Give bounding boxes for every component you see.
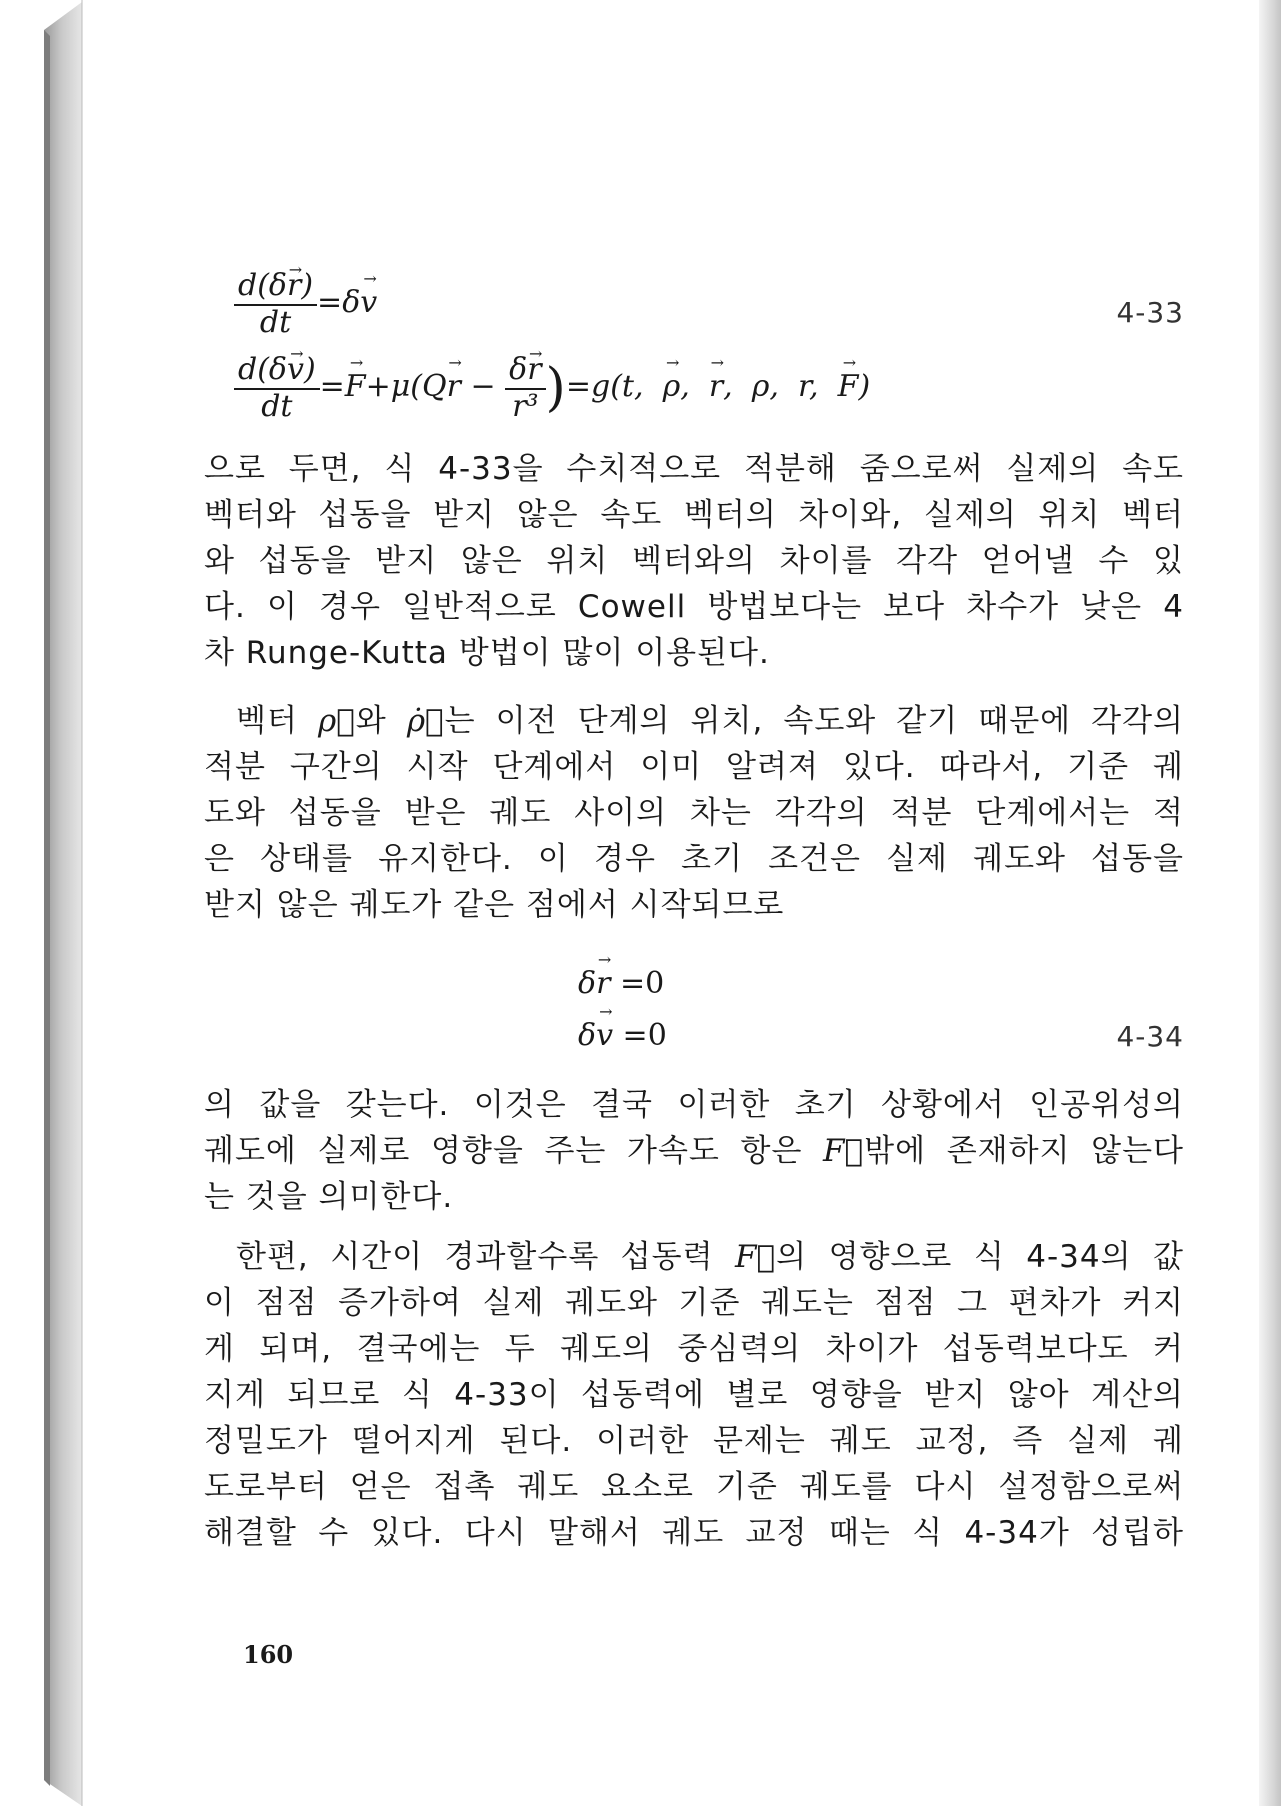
text-line: 은 상태를 유지한다. 이 경우 초기 조건은 실제 궤도와 섭동을 — [204, 841, 1184, 877]
text-line: 한편, 시간이 경과할수록 섭동력 F⃗의 영향으로 식 4-34의 값 — [236, 1239, 1184, 1275]
page-number: 160 — [243, 1640, 294, 1669]
equation-number: 4-34 — [1116, 1020, 1184, 1053]
text-line: 도로부터 얻은 접촉 궤도 요소로 기준 궤도를 다시 설정함으로써 — [204, 1469, 1184, 1505]
equation-4-34-line-1: δr → =0 — [578, 966, 664, 1001]
text-line: 벡터 ρ⃗와 ρ̇⃗는 이전 단계의 위치, 속도와 같기 때문에 각각의 — [236, 703, 1184, 739]
force-vector: F⃗ — [823, 1133, 865, 1169]
text-line: 이 점점 증가하여 실제 궤도와 기준 궤도는 점점 그 편차가 커지 — [204, 1285, 1184, 1321]
text-line: 와 섭동을 받지 않은 위치 벡터와의 차이를 각각 얻어낼 수 있 — [204, 543, 1184, 579]
paragraph-4 — [204, 1234, 1184, 1556]
text-line: 궤도에 실제로 영향을 주는 가속도 항은 F⃗밖에 존재하지 않는다 — [204, 1133, 1184, 1169]
text-line: 벡터와 섭동을 받지 않은 속도 벡터의 차이와, 실제의 위치 벡터 — [204, 497, 1184, 533]
text-line: 는 것을 의미한다. — [204, 1179, 454, 1215]
text-line: 지게 되므로 식 4-33이 섭동력에 별로 영향을 받지 않아 계산의 — [204, 1377, 1184, 1413]
equation-4-33-line-2: $\frac{d(\delta v \to)}{dt}$ =F →+μ(Qr → − $\frac{\delta r \to}{\text{r³}}$ )=g(t, ρ →, r →, ρ, r, F →) — [234, 352, 870, 424]
paragraph-2 — [204, 698, 1184, 928]
rho-vector: ρ⃗ — [317, 703, 356, 739]
text-line: 으로 두면, 식 4-33을 수치적으로 적분해 줌으로써 실제의 속도 — [204, 451, 1184, 487]
fraction: $\frac{d(\delta r \to)}{dt}$ — [234, 268, 317, 340]
text-line: 도와 섭동을 받은 궤도 사이의 차는 각각의 적분 단계에서는 적 — [204, 795, 1184, 831]
book-page — [84, 0, 1259, 1806]
text-line: 차 Runge-Kutta 방법이 많이 이용된다. — [204, 635, 770, 671]
equation-4-34-line-2: δv → =0 — [578, 1018, 667, 1053]
page-edge — [1259, 0, 1281, 1806]
rho-dot-vector: ρ̇⃗ — [406, 703, 445, 739]
equation-number: 4-33 — [1116, 296, 1184, 329]
text-line: 다. 이 경우 일반적으로 Cowell 방법보다는 보다 차수가 낮은 4 — [204, 589, 1184, 625]
text-line: 해결할 수 있다. 다시 말해서 궤도 교정 때는 식 4-34가 성립하 — [204, 1515, 1184, 1551]
text-line: 게 되며, 결국에는 두 궤도의 중심력의 차이가 섭동력보다도 커 — [204, 1331, 1184, 1367]
text-line: 적분 구간의 시작 단계에서 이미 알려져 있다. 따라서, 기준 궤 — [204, 749, 1184, 785]
text-line: 정밀도가 떨어지게 된다. 이러한 문제는 궤도 교정, 즉 실제 궤 — [204, 1423, 1184, 1459]
paragraph-3 — [204, 1082, 1184, 1220]
text-line: 받지 않은 궤도가 같은 점에서 시작되므로 — [204, 887, 785, 923]
force-vector: F⃗ — [735, 1239, 777, 1275]
text-line: 의 값을 갖는다. 이것은 결국 이러한 초기 상황에서 인공위성의 — [204, 1087, 1184, 1123]
paragraph-1 — [204, 446, 1184, 676]
equation-4-33-line-1: $\frac{d(\delta r \to)}{dt}$ =δv → — [234, 268, 377, 340]
book-spine — [0, 0, 84, 1806]
